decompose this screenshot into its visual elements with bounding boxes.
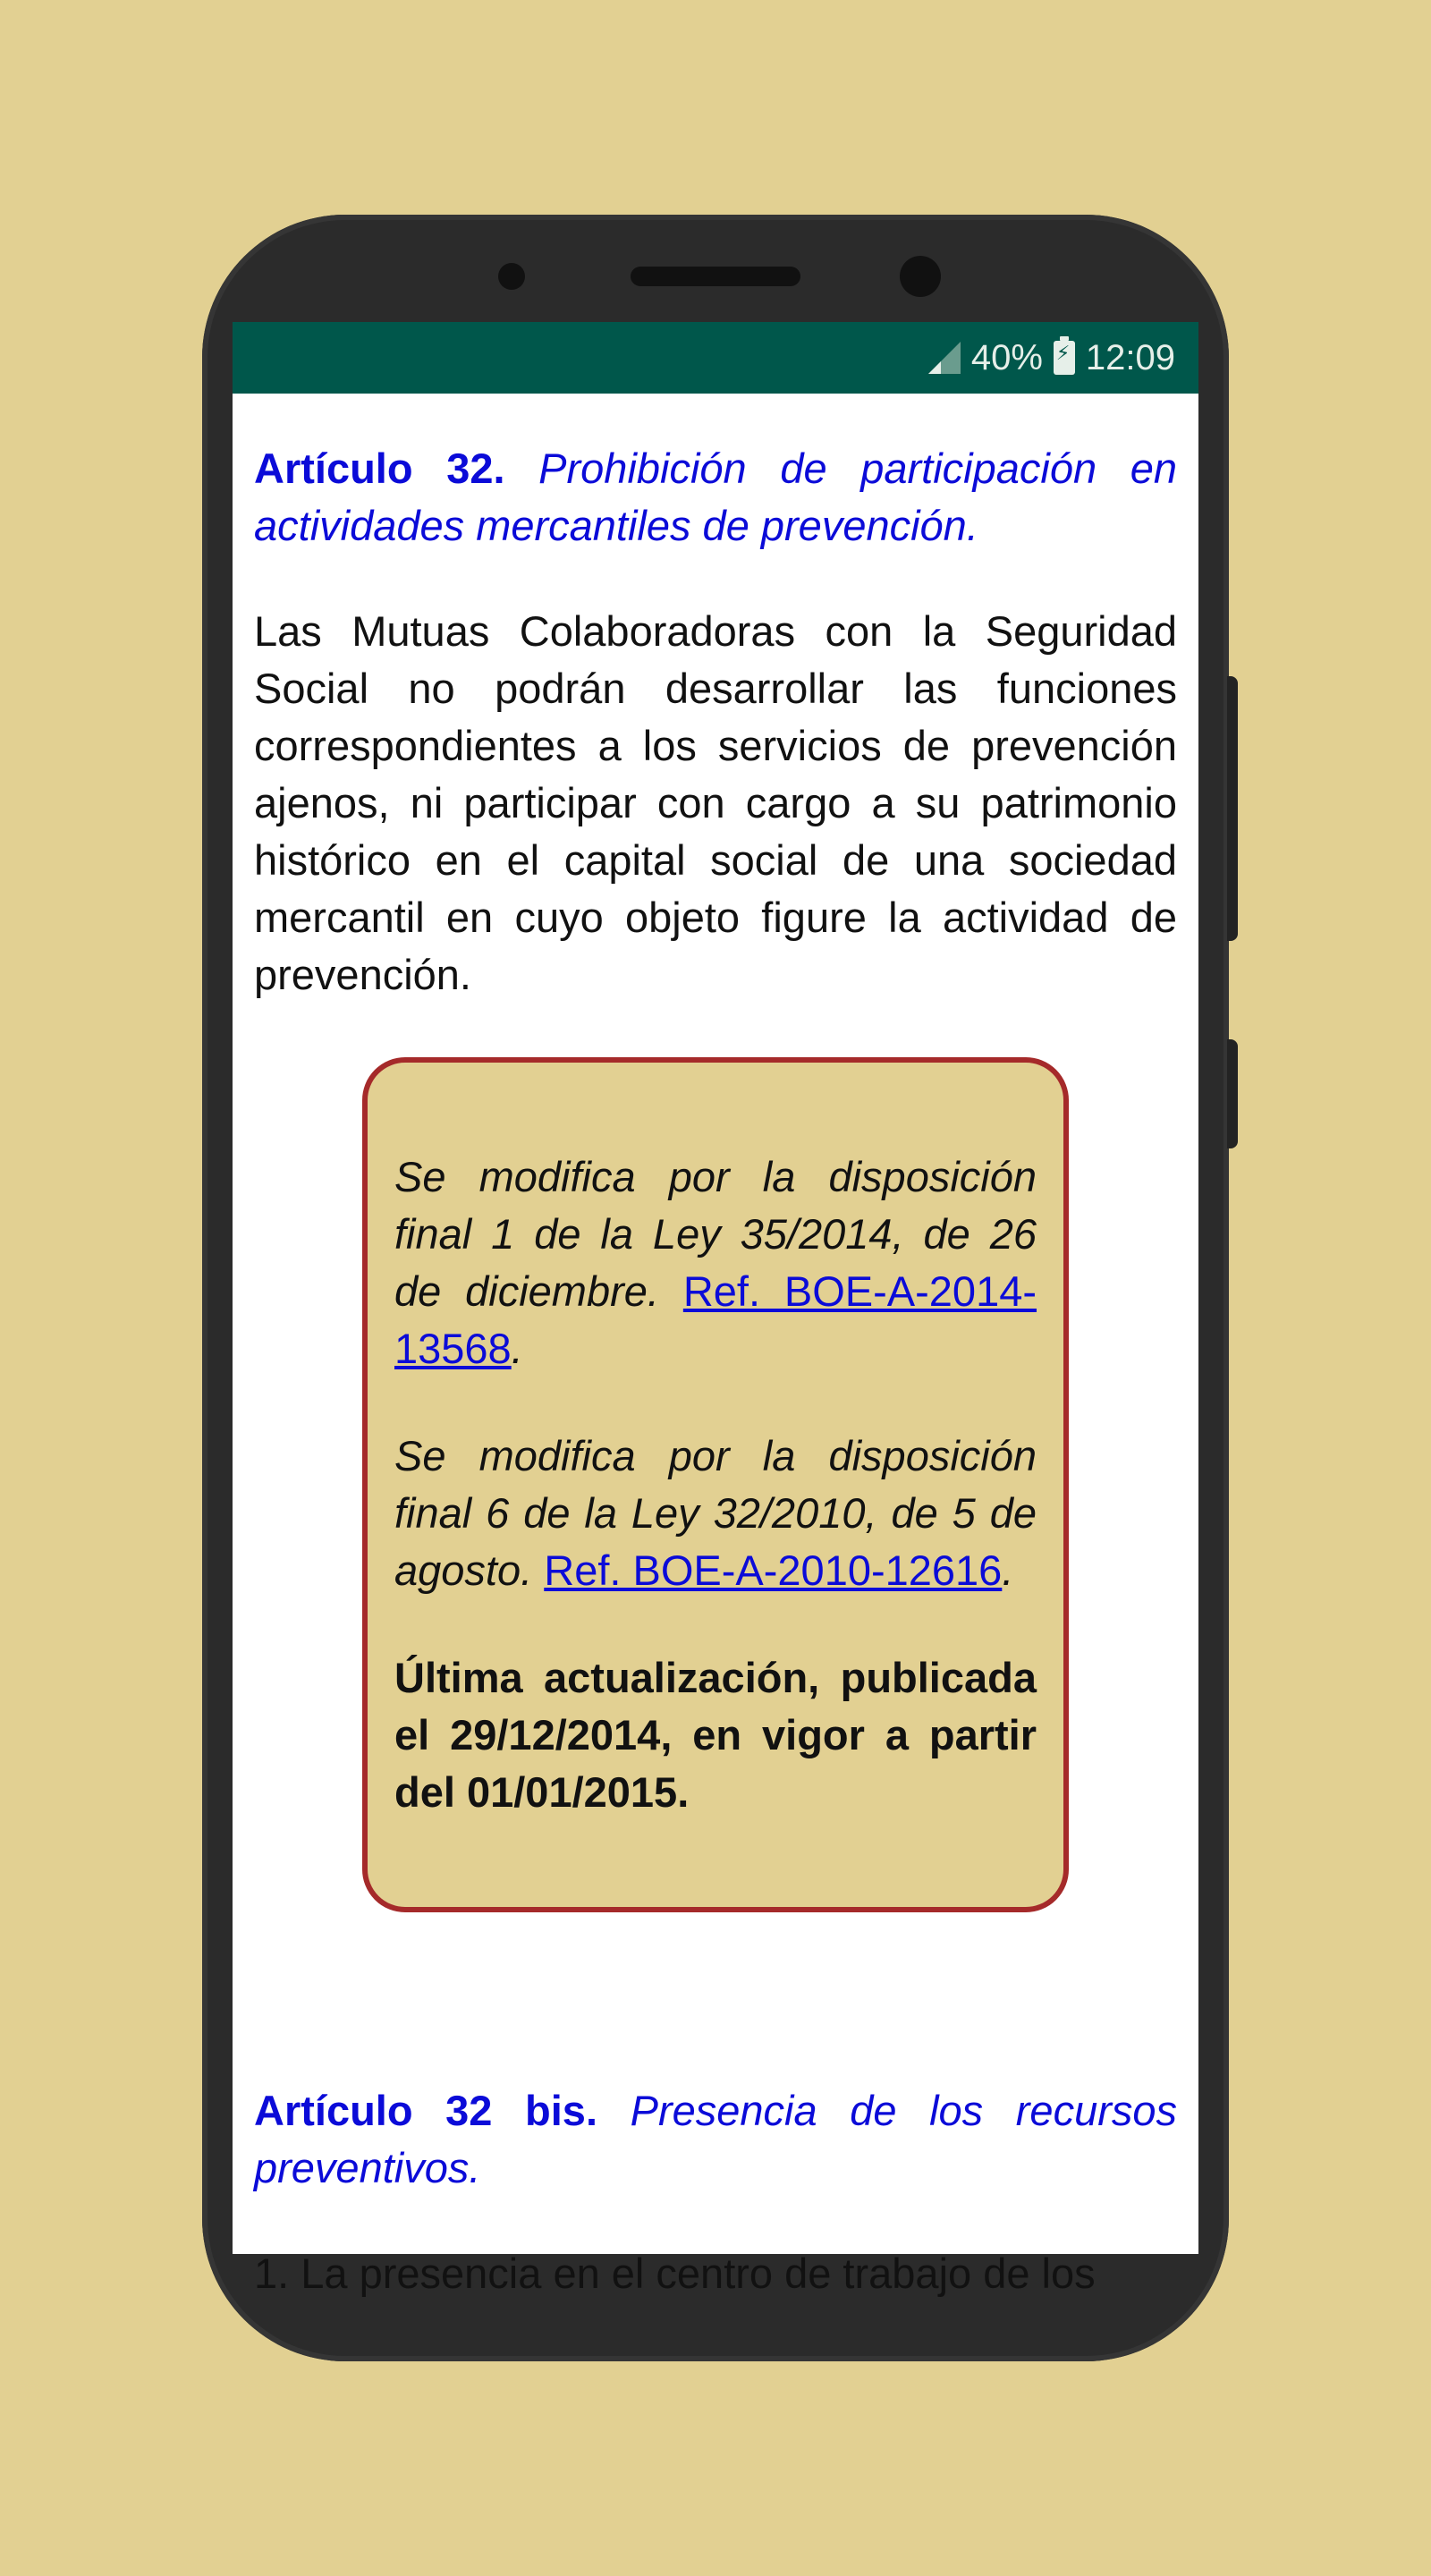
modification-note-2-text: Se modifica por la disposición final 6 de la Ley 32/2010, de 5 de agosto. [394,1432,1037,1594]
modification-note-2 [394,1428,1037,1599]
battery-percent: 40% [970,337,1043,377]
article-32-bis-body: 1. La presencia en el centro de trabajo de los [254,2250,1096,2297]
last-update-note: Última actualización, publicada el 29/12/2014, en vigor a partir del 01/01/2015. [394,1654,1037,1816]
front-camera [900,256,941,297]
article-32-bis-number: Artículo 32 bis. [254,2087,598,2134]
proximity-sensor [498,263,525,290]
phone-screen [233,322,1198,2297]
battery-charging-icon [1054,341,1075,375]
article-32-heading [254,440,1177,555]
earpiece-speaker [631,267,800,286]
boe-2014-link[interactable]: Ref. BOE-A-2014-13568 [394,1267,1037,1372]
article-32-bis-title: Presencia de los recursos preventivos. [254,2087,1178,2191]
clock: 12:09 [1085,337,1175,377]
modification-note-1 [394,1148,1037,1377]
article-32-bis-heading [254,2082,1177,2197]
boe-2010-link[interactable]: Ref. BOE-A-2010-12616 [544,1546,1003,1594]
modification-note-1-text: Se modifica por la disposición final 1 de la Ley 35/2014, de 26 de diciembre. [394,1153,1037,1315]
power-button [1227,1039,1238,1148]
status-bar [233,322,1198,394]
note-2-period: . [1002,1546,1014,1594]
article-content [233,440,1198,2302]
article-32-title: Prohibición de participación en actividades mercantiles de prevención. [254,445,1178,549]
article-32-number: Artículo 32. [254,445,505,492]
signal-icon [925,338,964,377]
article-32-body: Las Mutuas Colaboradoras con la Seguridad Social no podrán desarrollar las funciones correspondientes a los servicios de prevención ajenos, ni participar con cargo a su patrimonio histórico en el capital social de una sociedad mercantil en cuyo objeto figure la actividad de prevención. [254,607,1177,998]
modification-notes-box [362,1057,1069,1912]
note-1-period: . [511,1325,523,1372]
volume-button [1227,676,1238,941]
